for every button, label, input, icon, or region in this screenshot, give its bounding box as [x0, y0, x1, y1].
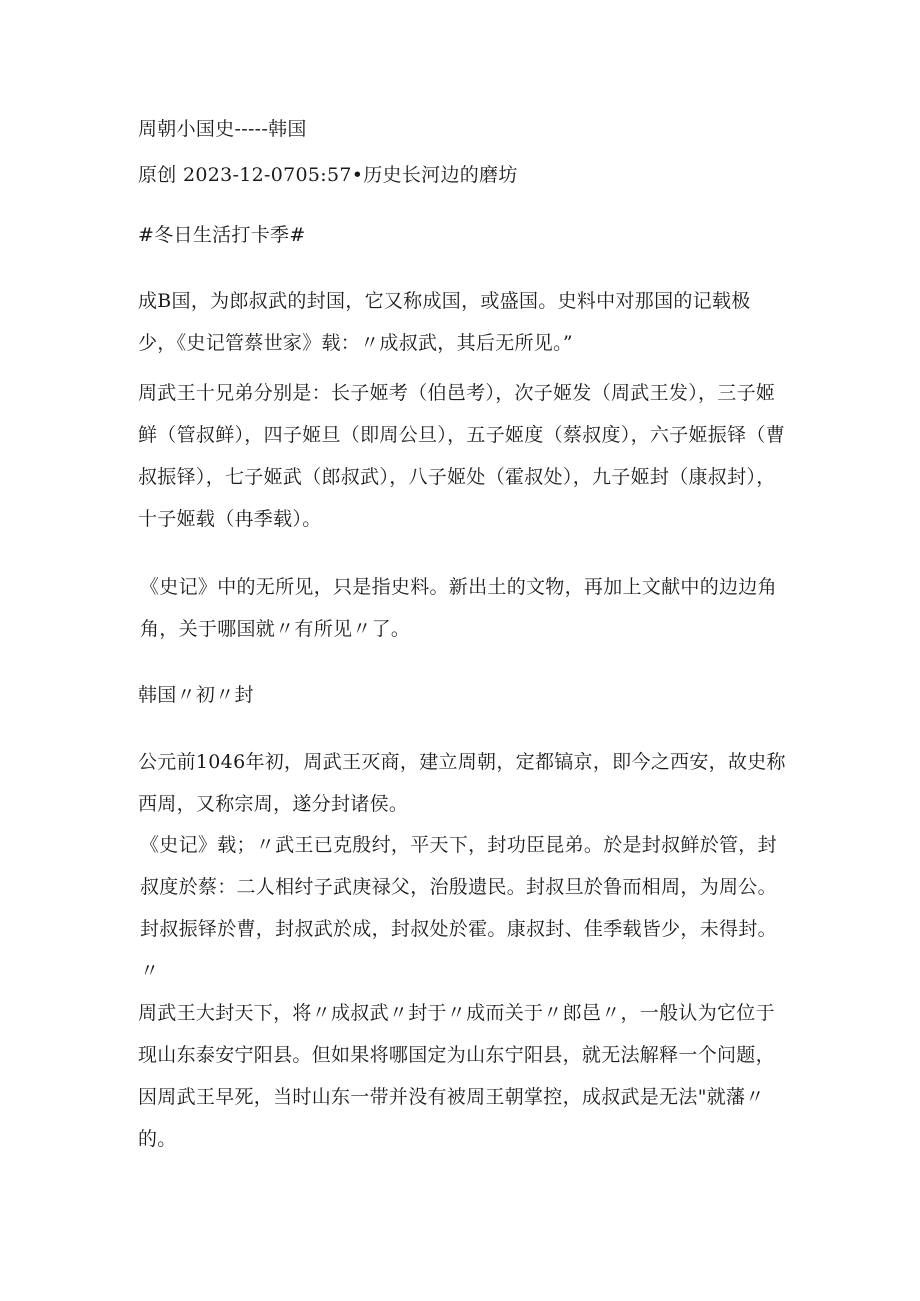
section-heading: 韩国〃初〃封	[138, 684, 254, 706]
article-meta: 原创 2023-12-0705:57•历史长河边的磨坊	[138, 164, 518, 186]
paragraph-5: 《史记》载；〃武王已克殷纣，平天下，封功臣昆弟。於是封叔鲜於管，封叔度於蔡：二人相纣子武庚禄父，治殷遗民。封叔旦於鲁而相周，为周公。封叔振铎於曹，封叔武於成，封叔处於霍。康叔封、佳季载皆少，未得封。〃	[140, 834, 777, 982]
paragraph-3: 《史记》中的无所见，只是指史料。新出土的文物，再加上文献中的边边角角，关于哪国就〃有所见〃了。	[140, 576, 777, 640]
paragraph-4: 公元前1046年初，周武王灭商，建立周朝，定都镐京，即今之西安，故史称西周，又称宗周，遂分封诸侯。	[138, 751, 786, 815]
paragraph-2: 周武王十兄弟分别是：长子姬考（伯邑考），次子姬发（周武王发），三子姬鲜（管叔鲜），四子姬旦（即周公旦），五子姬度（蔡叔度），六子姬振铎（曹叔振铎），七子姬武（郎叔武），八子姬处（霍叔处），九子姬封（康叔封），十子姬载（冉季载）。	[138, 382, 786, 530]
article-title: 周朝小国史-----韩国	[138, 118, 307, 140]
article-tag: #冬日生活打卡季#	[138, 224, 306, 246]
paragraph-1: 成B国，为郎叔武的封国，它又称成国，或盛国。史料中对那国的记载极少，《史记管蔡世家》载：〃成叔武，其后无所见。”	[138, 290, 751, 354]
paragraph-6: 周武王大封天下，将〃成叔武〃封于〃成而关于〃郎邑〃，一般认为它位于现山东泰安宁阳县。但如果将哪国定为山东宁阳县，就无法解释一个问题，因周武王早死，当时山东一带并没有被周王朝掌控，成叔武是无法"就藩〃的。	[138, 1002, 775, 1150]
